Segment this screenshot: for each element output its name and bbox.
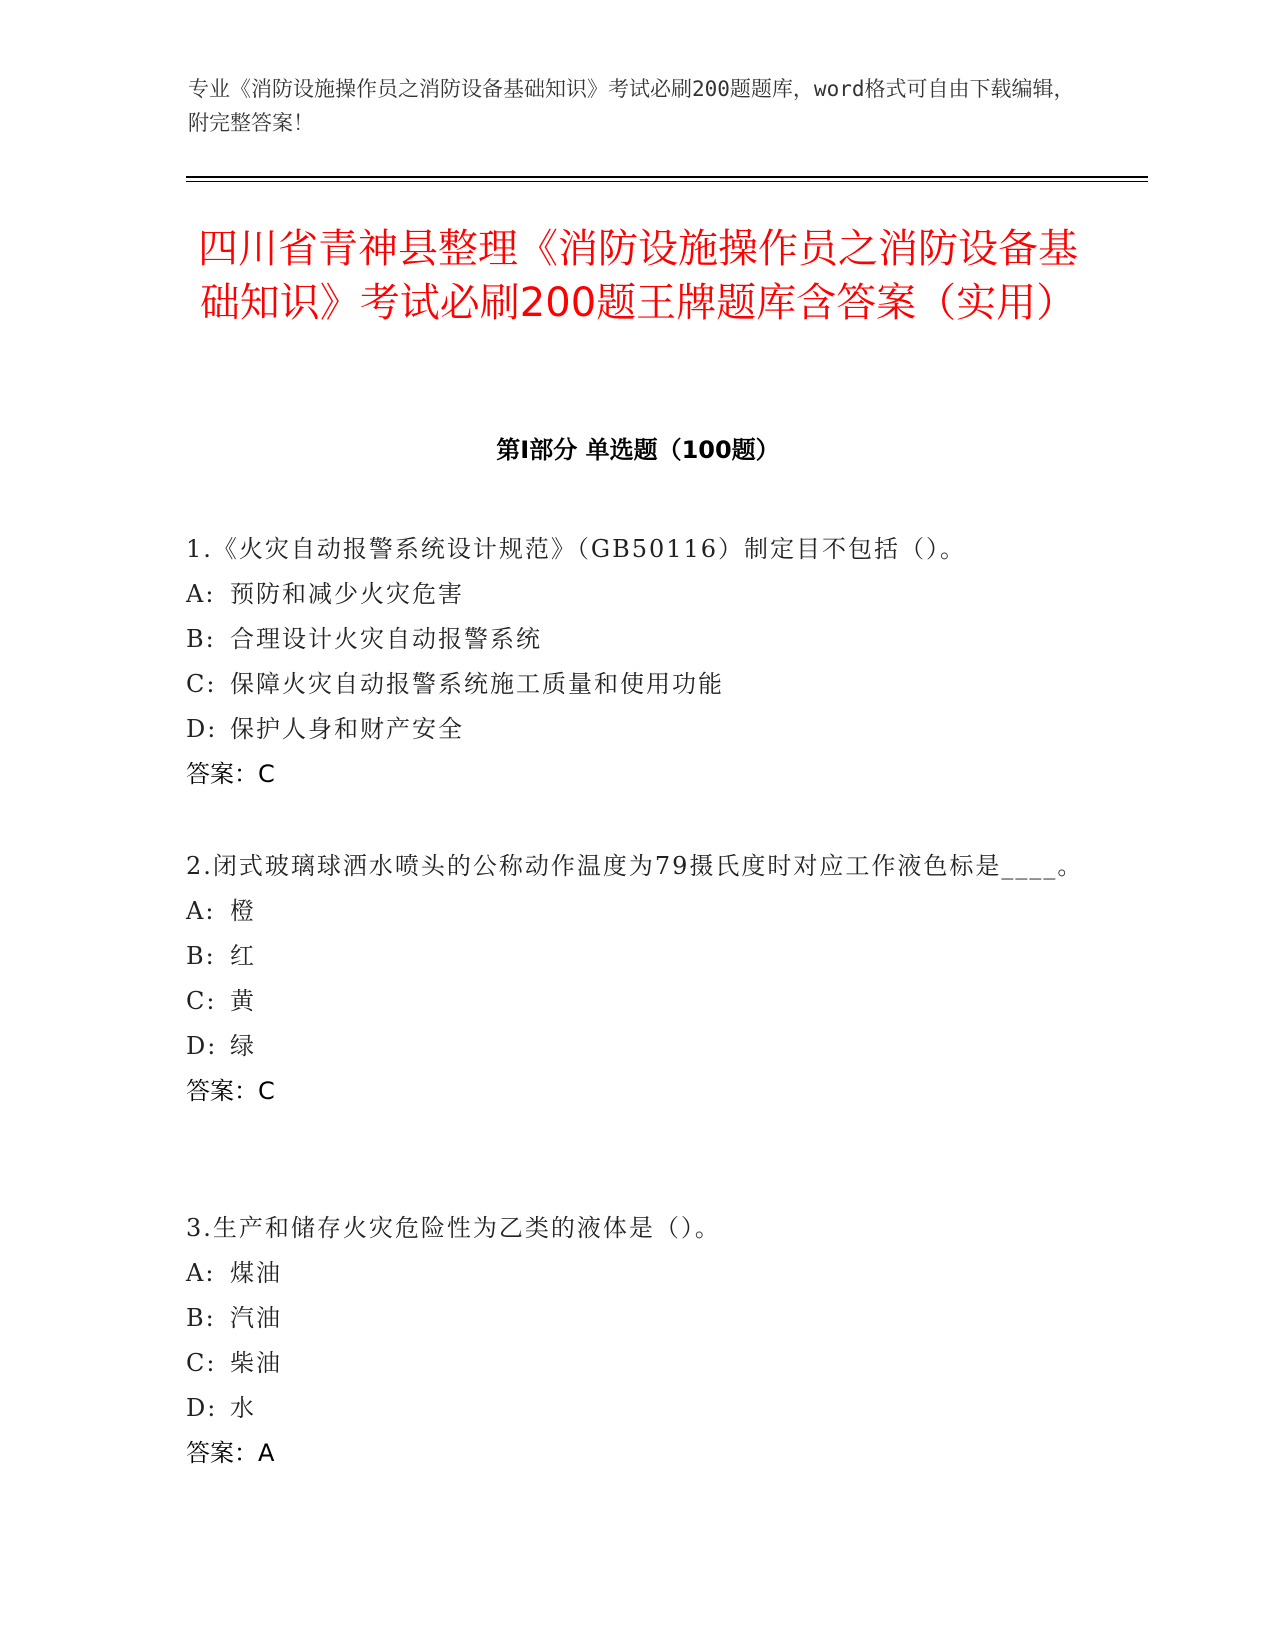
document-title: 四川省青神县整理《消防设施操作员之消防设备基础知识》考试必刷200题王牌题库含答案（实用） <box>198 226 1078 326</box>
option-key: A: <box>186 580 216 608</box>
option-b <box>186 617 1086 662</box>
option-key: C: <box>186 1349 217 1377</box>
option-d <box>186 1386 1086 1431</box>
option-key: A: <box>186 1259 216 1287</box>
question-2 <box>186 844 1086 1114</box>
option-b <box>186 1296 1086 1341</box>
option-text: 柴油 <box>230 1349 282 1377</box>
answer-line: 答案：A <box>186 1439 275 1467</box>
option-key: B: <box>186 625 216 653</box>
option-d <box>186 707 1086 752</box>
option-text: 水 <box>230 1394 256 1422</box>
question-1 <box>186 527 1086 797</box>
option-key: C: <box>186 670 217 698</box>
option-text: 保障火灾自动报警系统施工质量和使用功能 <box>230 670 724 698</box>
option-key: B: <box>186 1304 216 1332</box>
question-3 <box>186 1206 1086 1476</box>
question-stem: 3.生产和储存火灾危险性为乙类的液体是（）。 <box>186 1214 721 1242</box>
option-key: B: <box>186 942 216 970</box>
option-text: 绿 <box>230 1032 256 1060</box>
option-c <box>186 979 1086 1024</box>
option-text: 汽油 <box>230 1304 282 1332</box>
option-text: 合理设计火灾自动报警系统 <box>230 625 542 653</box>
option-text: 预防和减少火灾危害 <box>230 580 464 608</box>
option-b <box>186 934 1086 979</box>
option-text: 红 <box>230 942 256 970</box>
option-c <box>186 662 1086 707</box>
section-title: 第I部分 单选题（100题） <box>496 436 780 464</box>
option-a <box>186 889 1086 934</box>
option-text: 煤油 <box>230 1259 282 1287</box>
header-divider-thin <box>186 181 1148 182</box>
option-text: 黄 <box>230 987 256 1015</box>
option-text: 保护人身和财产安全 <box>230 715 464 743</box>
option-key: D: <box>186 715 218 743</box>
question-stem: 2.闭式玻璃球洒水喷头的公称动作温度为79摄氏度时对应工作液色标是____。 <box>186 852 1084 880</box>
option-text: 橙 <box>230 897 256 925</box>
option-key: A: <box>186 897 216 925</box>
header-divider <box>186 176 1148 178</box>
option-key: D: <box>186 1032 218 1060</box>
option-key: C: <box>186 987 217 1015</box>
option-key: D: <box>186 1394 218 1422</box>
header-note: 专业《消防设施操作员之消防设备基础知识》考试必刷200题题库，word格式可自由下载编辑，附完整答案！ <box>188 77 1075 135</box>
option-a <box>186 572 1086 617</box>
answer-line: 答案：C <box>186 1077 275 1105</box>
answer-line: 答案：C <box>186 760 275 788</box>
option-c <box>186 1341 1086 1386</box>
option-d <box>186 1024 1086 1069</box>
option-a <box>186 1251 1086 1296</box>
question-stem: 1.《火灾自动报警系统设计规范》（GB50116）制定目不包括（）。 <box>186 535 967 563</box>
